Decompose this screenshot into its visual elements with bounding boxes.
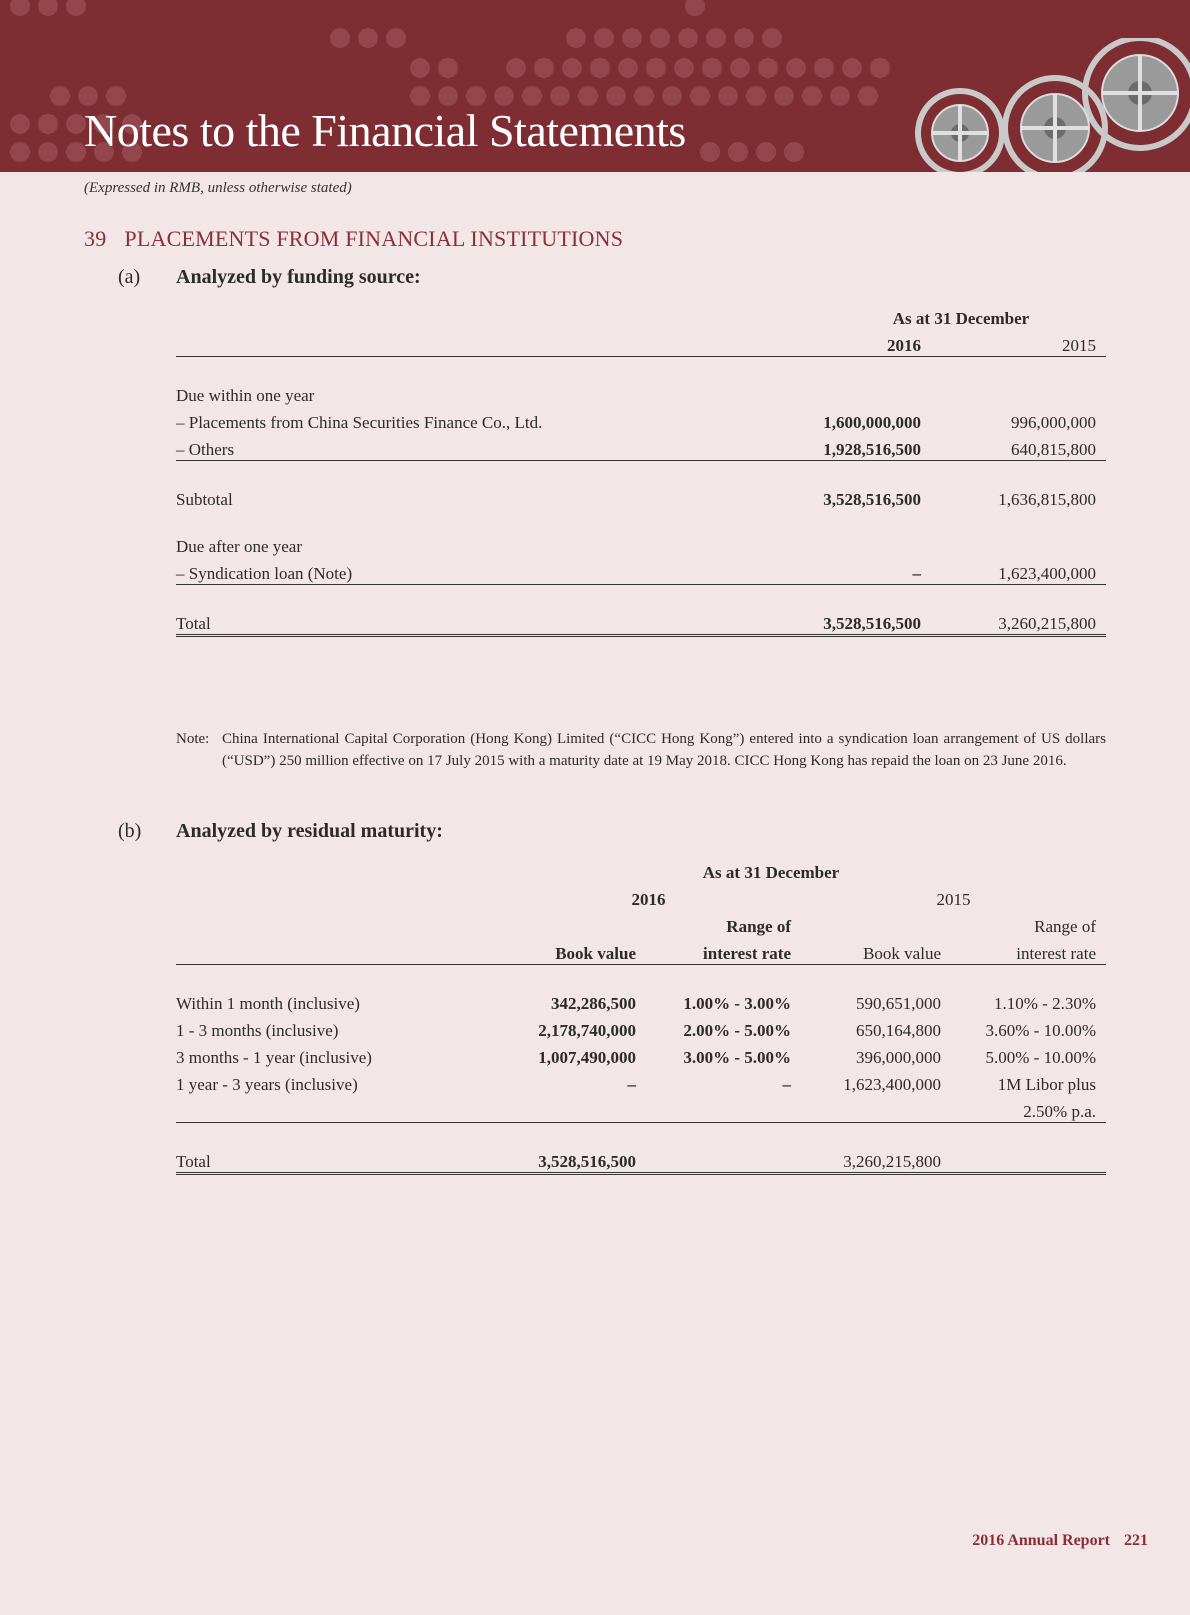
value-2015: 3,260,215,800 xyxy=(931,607,1106,636)
value-2016: – xyxy=(756,557,931,585)
decorative-dot xyxy=(728,142,748,162)
book-value-2016: – xyxy=(627,1075,636,1094)
decorative-dot xyxy=(685,0,705,16)
decorative-dot xyxy=(66,0,86,16)
decorative-dot xyxy=(606,86,626,106)
row-label: – Placements from China Securities Finance Co., Ltd. xyxy=(176,413,543,432)
decorative-dot xyxy=(78,86,98,106)
value-2015: 640,815,800 xyxy=(931,433,1106,461)
range-of-2015: Range of xyxy=(1034,917,1096,936)
decorative-dot xyxy=(506,58,526,78)
decorative-dot xyxy=(10,142,30,162)
rate-2016 xyxy=(646,1095,801,1123)
decorative-dot xyxy=(410,58,430,78)
decorative-dot xyxy=(646,58,666,78)
table-row xyxy=(176,1014,1106,1041)
decorative-dot xyxy=(438,86,458,106)
rate-2016: 2.00% - 5.00% xyxy=(683,1021,791,1040)
part-b-title: Analyzed by residual maturity: xyxy=(176,820,443,842)
decorative-dot xyxy=(578,86,598,106)
col-2015: 2015 xyxy=(931,329,1106,357)
decorative-dot xyxy=(38,0,58,16)
table-row xyxy=(176,557,1106,585)
row-label: 1 year - 3 years (inclusive) xyxy=(176,1075,358,1094)
decorative-dot xyxy=(66,114,86,134)
page-header-banner xyxy=(0,0,1190,172)
book-value-2016: 1,007,490,000 xyxy=(538,1048,636,1067)
value-2015: 1,623,400,000 xyxy=(931,557,1106,585)
section-number: 39 xyxy=(84,226,107,251)
range-of-2016: Range of xyxy=(726,917,791,936)
table-row xyxy=(176,607,1106,636)
interest-rate-2016: interest rate xyxy=(646,937,801,965)
decorative-dot xyxy=(622,28,642,48)
decorative-dot xyxy=(734,28,754,48)
rate-2015: 3.60% - 10.00% xyxy=(985,1021,1096,1040)
decorative-dot xyxy=(50,86,70,106)
decorative-dot xyxy=(690,86,710,106)
row-label: Total xyxy=(176,1145,496,1174)
note-paragraph xyxy=(176,728,1106,772)
decorative-dot xyxy=(702,58,722,78)
value-2015: 996,000,000 xyxy=(1011,413,1096,432)
value-2015: 1,636,815,800 xyxy=(998,490,1096,509)
table-row xyxy=(176,1095,1106,1123)
decorative-dot xyxy=(594,28,614,48)
section-heading xyxy=(84,226,623,252)
book-value-2015: 1,623,400,000 xyxy=(843,1075,941,1094)
decorative-dot xyxy=(106,86,126,106)
table-row xyxy=(176,987,1106,1014)
decorative-dot xyxy=(534,58,554,78)
page-subtitle: (Expressed in RMB, unless otherwise stated) xyxy=(84,180,352,196)
rate-2015: 1M Libor plus xyxy=(997,1075,1096,1094)
residual-maturity-table xyxy=(176,856,1106,1175)
row-label: Within 1 month (inclusive) xyxy=(176,994,360,1013)
book-value-2015: 650,164,800 xyxy=(856,1021,941,1040)
part-b-letter: (b) xyxy=(118,820,142,842)
decorative-dot xyxy=(386,28,406,48)
decorative-dot xyxy=(522,86,542,106)
row-label: 1 - 3 months (inclusive) xyxy=(176,1021,339,1040)
group-header: As at 31 December xyxy=(702,863,840,882)
gears-graphic xyxy=(890,38,1190,172)
decorative-dot xyxy=(674,58,694,78)
decorative-dot xyxy=(718,86,738,106)
rate-2016: 1.00% - 3.00% xyxy=(683,994,791,1013)
decorative-dot xyxy=(550,86,570,106)
table-row xyxy=(176,433,1106,461)
decorative-dot xyxy=(662,86,682,106)
decorative-dot xyxy=(358,28,378,48)
decorative-dot xyxy=(814,58,834,78)
decorative-dot xyxy=(562,58,582,78)
col-2016: 2016 xyxy=(756,329,931,357)
page-title: Notes to the Financial Statements xyxy=(84,105,686,156)
table-row xyxy=(176,1145,1106,1174)
row-label: Total xyxy=(176,607,756,636)
decorative-dot xyxy=(700,142,720,162)
book-value-2016: 2,178,740,000 xyxy=(538,1021,636,1040)
group-header: As at 31 December xyxy=(892,309,1030,328)
decorative-dot xyxy=(706,28,726,48)
part-b-heading xyxy=(118,820,443,843)
decorative-dot xyxy=(38,114,58,134)
table-row xyxy=(176,530,1106,557)
value-2016: 1,928,516,500 xyxy=(756,433,931,461)
table-row xyxy=(176,1068,1106,1095)
decorative-dot xyxy=(330,28,350,48)
decorative-dot xyxy=(634,86,654,106)
note-label: Note: xyxy=(176,731,210,747)
row-label: – Syndication loan (Note) xyxy=(176,557,756,585)
decorative-dot xyxy=(746,86,766,106)
part-a-heading xyxy=(118,266,421,289)
decorative-dot xyxy=(774,86,794,106)
decorative-dot xyxy=(618,58,638,78)
decorative-dot xyxy=(786,58,806,78)
decorative-dot xyxy=(494,86,514,106)
decorative-dot xyxy=(438,58,458,78)
decorative-dot xyxy=(566,28,586,48)
page-footer xyxy=(972,1532,1148,1550)
section-title: PLACEMENTS FROM FINANCIAL INSTITUTIONS xyxy=(124,226,624,251)
funding-source-table xyxy=(176,302,1106,637)
part-a-title: Analyzed by funding source: xyxy=(176,266,421,288)
book-value-2015 xyxy=(801,1095,951,1123)
decorative-dot xyxy=(410,86,430,106)
book-value-2015: 3,260,215,800 xyxy=(801,1145,951,1174)
rate-2015: 2.50% p.a. xyxy=(951,1095,1106,1123)
row-label: Due within one year xyxy=(176,386,315,405)
book-value-2015: 396,000,000 xyxy=(856,1048,941,1067)
decorative-dot xyxy=(802,86,822,106)
page-number: 221 xyxy=(1124,1532,1148,1549)
table-row xyxy=(176,406,1106,433)
value-2016: 3,528,516,500 xyxy=(756,607,931,636)
row-label: Subtotal xyxy=(176,490,233,509)
decorative-dot xyxy=(10,114,30,134)
note-text: China International Capital Corporation (Hong Kong) Limited (“CICC Hong Kong”) entered into a syndication loan arrangement of US dollars (“USD”) 250 million effective on 17 July 2015 with a maturity date at 19 May 2018. CICC Hong Kong has repaid the loan on 23 June 2016. xyxy=(222,731,1106,769)
value-2016: 1,600,000,000 xyxy=(823,413,921,432)
row-label: 3 months - 1 year (inclusive) xyxy=(176,1048,372,1067)
decorative-dot xyxy=(830,86,850,106)
rate-2016: – xyxy=(782,1075,791,1094)
decorative-dot xyxy=(858,86,878,106)
part-a-letter: (a) xyxy=(118,266,141,288)
decorative-dot xyxy=(650,28,670,48)
decorative-dot xyxy=(38,142,58,162)
row-label: Due after one year xyxy=(176,537,303,556)
book-value-2016: Book value xyxy=(496,937,646,965)
row-label xyxy=(176,1095,496,1123)
table-row xyxy=(176,1041,1106,1068)
rate-2015: 5.00% - 10.00% xyxy=(985,1048,1096,1067)
table-row xyxy=(176,483,1106,510)
table-row xyxy=(176,379,1106,406)
decorative-dot xyxy=(758,58,778,78)
decorative-dot xyxy=(730,58,750,78)
decorative-dot xyxy=(762,28,782,48)
decorative-dot xyxy=(842,58,862,78)
decorative-dot xyxy=(466,86,486,106)
book-value-2015: Book value xyxy=(801,937,951,965)
decorative-dot xyxy=(756,142,776,162)
book-value-2015: 590,651,000 xyxy=(856,994,941,1013)
book-value-2016: 342,286,500 xyxy=(551,994,636,1013)
rate-2016: 3.00% - 5.00% xyxy=(683,1048,791,1067)
decorative-dot xyxy=(678,28,698,48)
book-value-2016 xyxy=(496,1095,646,1123)
rate-2015: 1.10% - 2.30% xyxy=(994,994,1096,1013)
interest-rate-2015: interest rate xyxy=(951,937,1106,965)
report-name: 2016 Annual Report xyxy=(972,1532,1110,1549)
book-value-2016: 3,528,516,500 xyxy=(496,1145,646,1174)
decorative-dot xyxy=(870,58,890,78)
year-2016-header: 2016 xyxy=(631,890,666,909)
year-2015-header: 2015 xyxy=(936,890,971,909)
value-2016: 3,528,516,500 xyxy=(823,490,921,509)
decorative-dot xyxy=(784,142,804,162)
row-label: – Others xyxy=(176,433,756,461)
decorative-dot xyxy=(10,0,30,16)
decorative-dot xyxy=(66,142,86,162)
decorative-dot xyxy=(590,58,610,78)
